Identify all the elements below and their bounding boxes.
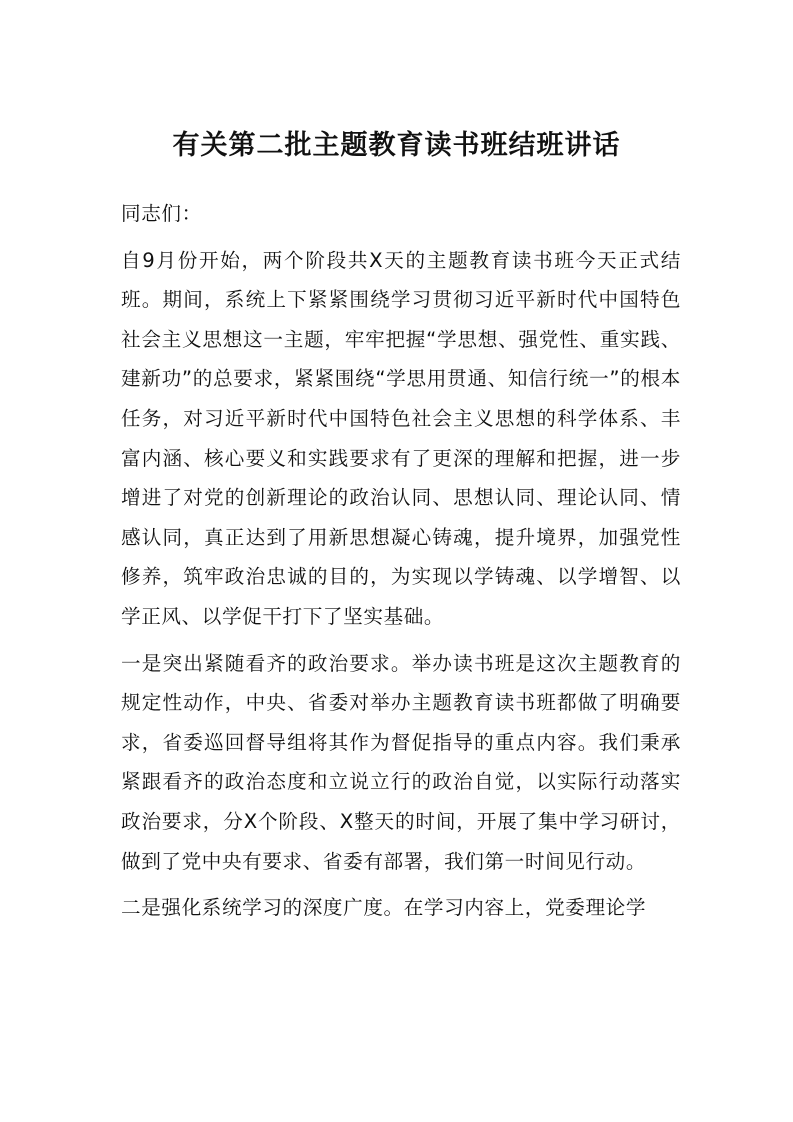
paragraph-point-one: 一是突出紧随看齐的政治要求。举办读书班是这次主题教育的规定性动作，中央、省委对举办主题教育读书班都做了明确要求，省委巡回督导组将其作为督促指导的重点内容。我们秉承紧跟看齐的政治态度和立说立行的政治自觉，以实际行动落实政治要求，分X个阶段、X整天的时间，开展了集中学习研讨，做到了党中央有要求、省委有部署，我们第一时间见行动。 [121, 651, 681, 873]
document-body [121, 194, 681, 935]
paragraph-intro: 自9月份开始，两个阶段共X天的主题教育读书班今天正式结班。期间，系统上下紧紧围绕学习贯彻习近平新时代中国特色社会主义思想这一主题，牢牢把握“学思想、强党性、重实践、建新功”的总要求，紧紧围绕“学思用贯通、知信行统一”的根本任务，对习近平新时代中国特色社会主义思想的科学体系、丰富内涵、核心要义和实践要求有了更深的理解和把握，进一步增进了对党的创新理论的政治认同、思想认同、理论认同、情感认同，真正达到了用新思想凝心铸魂，提升境界，加强党性修养，筑牢政治忠诚的目的，为实现以学铸魂、以学增智、以学正风、以学促干打下了坚实基础。 [121, 248, 681, 628]
paragraph-point-two: 二是强化系统学习的深度广度。在学习内容上，党委理论学 [121, 896, 647, 920]
salutation: 同志们： [121, 202, 202, 225]
document-title: 有关第二批主题教育读书班结班讲话 [172, 130, 621, 161]
